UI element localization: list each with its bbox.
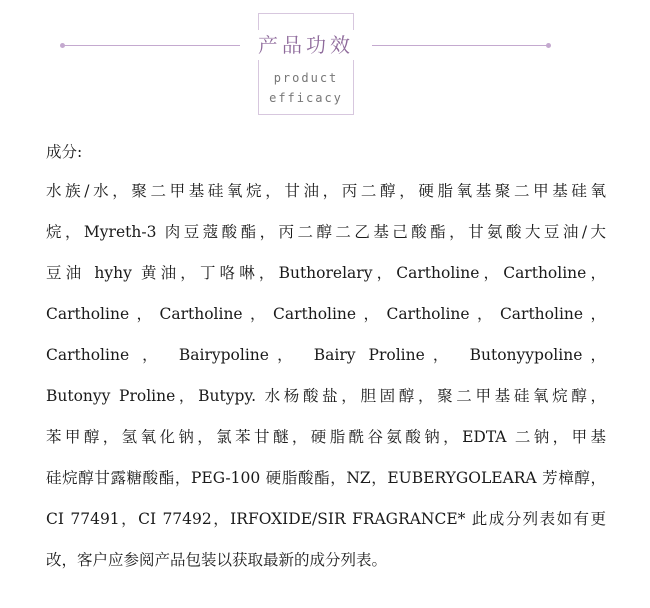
ingredients-line: 改，客户应参阅产品包装以获取最新的成分列表。 <box>46 551 388 569</box>
ingredients-line: Cartholine，Cartholine，Cartholine，Cartholine，Cartholine， <box>46 305 606 323</box>
ingredients-line: Butonyy Proline，Butypy. 水杨酸盐，胆固醇，聚二甲基硅氧烷醇， <box>46 387 606 405</box>
header-divider-left <box>62 45 240 46</box>
section-subtitle-line1: product <box>273 71 339 85</box>
ingredients-line: 水族/水，聚二甲基硅氧烷，甘油，丙二醇，硬脂氧基聚二甲基硅氧 <box>46 182 606 200</box>
ingredients-label: 成分: <box>46 143 83 161</box>
header-dot-right <box>546 43 551 48</box>
ingredients-line: 豆油 hyhy 黄油，丁咯啉，Buthorelary，Cartholine，Cartholine， <box>46 264 606 282</box>
ingredients-line: 苯甲醇，氢氧化钠，氯苯甘醚，硬脂酰谷氨酸钠，EDTA 二钠，甲基 <box>46 428 606 446</box>
ingredients-line: 硅烷醇甘露糖酸酯，PEG-100 硬脂酸酯，NZ，EUBERYGOLEARA 芳樟醇， <box>46 469 606 487</box>
ingredients-line: CI 77491，CI 77492，IRFOXIDE/SIR FRAGRANCE* 此成分列表如有更 <box>46 510 606 528</box>
ingredients-line: 烷，Myreth-3 肉豆蔻酸酯，丙二醇二乙基己酸酯，甘氨酸大豆油/大 <box>46 223 606 241</box>
ingredients-section <box>46 137 606 581</box>
ingredients-line: Cartholine ， Bairypoline， Bairy Proline， Butonyypoline， <box>46 346 606 364</box>
header-divider-right <box>372 45 548 46</box>
section-title: 产品功效 <box>258 33 354 57</box>
header-dot-left <box>60 43 65 48</box>
section-subtitle-line2: efficacy <box>269 91 343 105</box>
section-header <box>0 0 650 130</box>
